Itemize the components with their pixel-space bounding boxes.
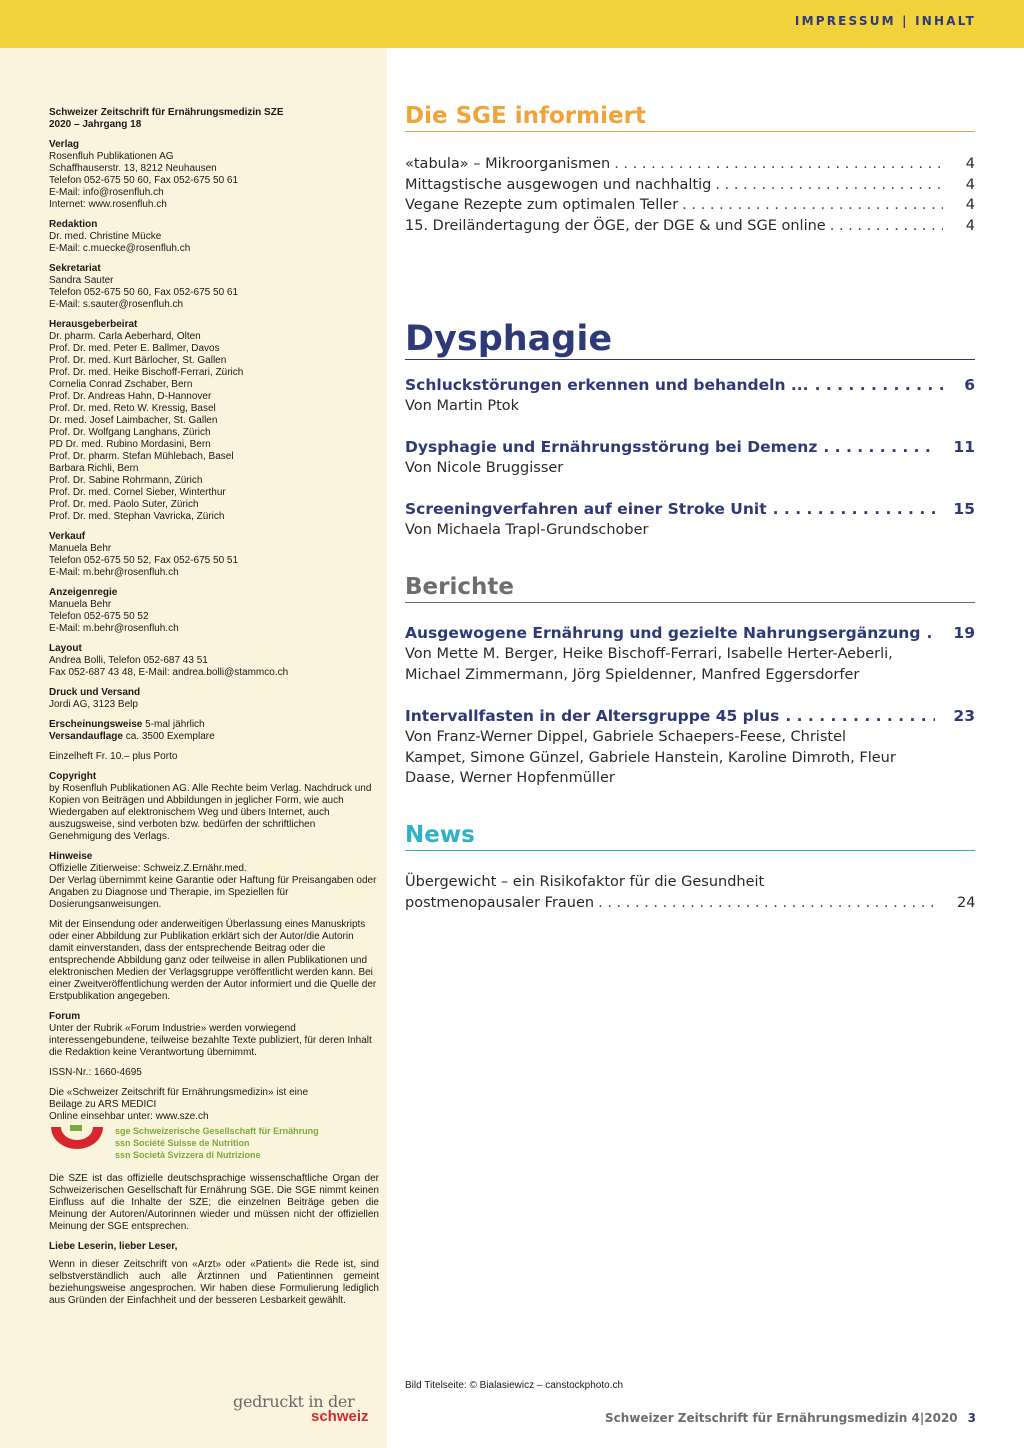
toc-item-title: «tabula» – Mikroorganismen — [405, 156, 611, 172]
toc-item[interactable] — [405, 216, 975, 237]
leader-dots — [785, 706, 935, 727]
sge-logo-icon — [49, 1125, 105, 1155]
beirat-member: Prof. Dr. med. Cornel Sieber, Winterthur — [49, 487, 226, 498]
leser-heading: Liebe Leserin, lieber Leser, — [49, 1241, 178, 1252]
hinweise-heading: Hinweise — [49, 851, 93, 862]
article-title: Ausgewogene Ernährung und gezielte Nahrungsergänzung — [405, 624, 921, 642]
gedruckt-schweiz: schweiz — [311, 1408, 369, 1425]
erscheinung-value: 5-mal jährlich — [142, 719, 205, 730]
beirat-member: Prof. Dr. pharm. Stefan Mühlebach, Basel — [49, 451, 234, 462]
article-authors: Von Martin Ptok — [405, 398, 520, 414]
beirat-member: Prof. Dr. med. Peter E. Ballmer, Davos — [49, 343, 220, 354]
leader-dots — [614, 154, 943, 175]
header-bar — [0, 0, 1024, 48]
verlag-website: Internet: www.rosenfluh.ch — [49, 199, 167, 210]
article-title: Schluckstörungen erkennen und behandeln ... — [405, 376, 809, 394]
anzeigen-line: Manuela Behr — [49, 599, 112, 610]
verkauf-email: E-Mail: m.behr@rosenfluh.ch — [49, 567, 179, 578]
toc-item-page: 4 — [965, 156, 975, 172]
copyright-block — [49, 771, 379, 843]
toc-item-title: 15. Dreiländertagung der ÖGE, der DGE & und SGE online — [405, 217, 826, 234]
beirat-member: Dr. pharm. Carla Aeberhard, Olten — [49, 331, 201, 342]
einzelheft: Einzelheft Fr. 10.– plus Porto — [49, 751, 178, 762]
forum-text: Unter der Rubrik «Forum Industrie» werden vorwiegend interessengebundene, teilweise bezahlte Texte publiziert, für deren Inhalt die Redaktion keine Verantwortung übernimmt. — [49, 1023, 372, 1058]
hinweise-text: Der Verlag übernimmt keine Garantie oder Haftung für Preisangaben oder Angaben zu Diagnose und Therapie, im Speziellen für Dosierungsanweisungen. — [49, 875, 377, 910]
news-title-line: postmenopausaler Frauen — [405, 894, 595, 911]
page-number: 3 — [967, 1411, 976, 1425]
leader-dots — [773, 499, 936, 520]
sge-logo-line: ssn Société Suisse de Nutrition — [115, 1138, 250, 1148]
druck-block — [49, 687, 379, 711]
news-item[interactable] — [405, 872, 975, 913]
sge-logo — [49, 1125, 379, 1167]
article-authors: Von Mette M. Berger, Heike Bischoff-Ferrari, Isabelle Herter-Aeberli, Michael Zimmermann, Jörg Spieldenner, Manfred Eggersdorfer — [405, 646, 893, 683]
news-title-line: Übergewicht – ein Risikofaktor für die Gesundheit — [405, 874, 765, 890]
sekretariat-line: Sandra Sauter — [49, 275, 114, 286]
verkauf-line: Manuela Behr — [49, 543, 112, 554]
article-page: 11 — [953, 438, 975, 456]
redaktion-block — [49, 219, 379, 255]
forum-heading: Forum — [49, 1011, 81, 1022]
verlag-line: Schaffhauserstr. 13, 8212 Neuhausen — [49, 163, 217, 174]
verlag-block — [49, 139, 379, 211]
layout-line: Andrea Bolli, Telefon 052-687 43 51 — [49, 655, 208, 666]
verkauf-line: Telefon 052-675 50 52, Fax 052-675 50 51 — [49, 555, 239, 566]
verlag-email: E-Mail: info@rosenfluh.ch — [49, 187, 164, 198]
article-page: 19 — [953, 624, 975, 642]
beirat-member: Prof. Dr. med. Reto W. Kressig, Basel — [49, 403, 216, 414]
toc-article[interactable] — [405, 623, 975, 685]
impressum — [49, 107, 379, 1307]
journal-year: 2020 – Jahrgang 18 — [49, 119, 142, 130]
leader-dots — [815, 375, 947, 396]
toc-article[interactable] — [405, 706, 975, 789]
leader-dots — [926, 623, 935, 644]
layout-block — [49, 643, 379, 679]
leader-dots — [682, 195, 943, 216]
beirat-member: Prof. Dr. med. Kurt Bärlocher, St. Gallen — [49, 355, 227, 366]
anzeigen-line: Telefon 052-675 50 52 — [49, 611, 149, 622]
sze-note: Die SZE ist das offizielle deutschsprachige wissenschaftliche Organ der Schweizerischen Gesellschaft für Ernährung SGE. Die SGE nimmt keinen Einfluss auf die Inhalte der SZE; die einzelnen Beiträge geben die Meinung der Autoren/Autorinnen wieder und müssen nicht der offiziellen Meinung der SGE entsprechen. — [49, 1173, 379, 1232]
leser-text: Wenn in dieser Zeitschrift von «Arzt» oder «Patient» die Rede ist, sind selbstverständlich auch alle Ärztinnen und Patientinnen gemeint beziehungsweise angesprochen. Wir haben diese Formulierung lediglich aus Gründen der Einfachheit und der besseren Lesbarkeit gewählt. — [49, 1259, 379, 1306]
beirat-member: Prof. Dr. med. Heike Bischoff-Ferrari, Zürich — [49, 367, 244, 378]
gedruckt-line: gedruckt in der — [233, 1392, 355, 1411]
article-page: 6 — [964, 376, 975, 394]
section-heading-news: News — [405, 822, 975, 851]
footer-journal: Schweizer Zeitschrift für Ernährungsmedizin 4|2020 — [604, 1411, 958, 1425]
beirat-member: Prof. Dr. med. Stephan Vavricka, Zürich — [49, 511, 225, 522]
article-title: Intervallfasten in der Altersgruppe 45 plus — [405, 707, 780, 725]
leader-dots — [830, 216, 943, 237]
journal-name: Schweizer Zeitschrift für Ernährungsmedizin SZE — [49, 107, 284, 118]
beirat-member: PD Dr. med. Rubino Mordasini, Bern — [49, 439, 211, 450]
beirat-member: Barbara Richli, Bern — [49, 463, 139, 474]
beilage-line: Die «Schweizer Zeitschrift für Ernährungsmedizin» ist eine — [49, 1087, 308, 1098]
redaktion-line: Dr. med. Christine Mücke — [49, 231, 162, 242]
anzeigen-block — [49, 587, 379, 635]
erscheinung-block — [49, 719, 379, 743]
article-authors: Von Nicole Bruggisser — [405, 460, 564, 476]
layout-heading: Layout — [49, 643, 82, 654]
beirat-member: Dr. med. Josef Laimbacher, St. Gallen — [49, 415, 218, 426]
article-authors: Von Michaela Trapl-Grundschober — [405, 522, 649, 538]
section-heading-dysphagie: Dysphagie — [405, 319, 975, 360]
news-page: 24 — [957, 894, 976, 911]
section-heading-sge: Die SGE informiert — [405, 103, 975, 132]
sge-logo-line: ssn Società Svizzera di Nutrizione — [115, 1150, 261, 1160]
image-credit: Bild Titelseite: © Bialasiewicz – canstockphoto.ch — [405, 1380, 624, 1391]
anzeigen-heading: Anzeigenregie — [49, 587, 118, 598]
article-authors: Von Franz-Werner Dippel, Gabriele Schaepers-Feese, Christel Kampet, Simone Günzel, Gabriele Hanstein, Karoline Dimroth, Fleur Daase, Werner Hopfenmüller — [405, 729, 896, 786]
toc-item[interactable] — [405, 154, 975, 175]
sekretariat-email: E-Mail: s.sauter@rosenfluh.ch — [49, 299, 184, 310]
article-page: 15 — [953, 500, 975, 518]
copyright-heading: Copyright — [49, 771, 97, 782]
hinweise-block — [49, 851, 379, 911]
redaktion-email: E-Mail: c.muecke@rosenfluh.ch — [49, 243, 191, 254]
beilage-block — [49, 1087, 379, 1123]
gedruckt-logo — [233, 1392, 383, 1425]
beirat-member: Prof. Dr. med. Paolo Suter, Zürich — [49, 499, 199, 510]
beilage-website: Online einsehbar unter: www.sze.ch — [49, 1111, 209, 1122]
beirat-member: Cornelia Conrad Zschaber, Bern — [49, 379, 193, 390]
beilage-line: Beilage zu ARS MEDICI — [49, 1099, 157, 1110]
zitierweise: Offizielle Zitierweise: Schweiz.Z.Ernähr.med. — [49, 863, 247, 874]
verlag-heading: Verlag — [49, 139, 80, 150]
toc-item-title: Vegane Rezepte zum optimalen Teller — [405, 197, 679, 213]
page-footer — [605, 1411, 976, 1425]
layout-line: Fax 052-687 43 48, E-Mail: andrea.bolli@stammco.ch — [49, 667, 289, 678]
leader-dots — [598, 893, 939, 914]
einsendung-text: Mit der Einsendung oder anderweitigen Überlassung eines Manuskripts oder einer Abbildung zur Publikation erklärt sich der Autor/die Autorin damit einverstanden, dass der entsprechende Beitrag oder die entsprechende Abbildung ganz oder teilweise in allen Publikationen und elektronischen Medien der Verlagsgruppe veröffentlicht werden kann. Bei einer Zweitveröffentlichung werden der Autor informiert und die Quelle der Erstpublikation angegeben. — [49, 919, 377, 1002]
leader-dots — [715, 175, 943, 196]
section-heading-berichte: Berichte — [405, 574, 975, 603]
druck-heading: Druck und Versand — [49, 687, 141, 698]
beirat-heading: Herausgeberbeirat — [49, 319, 138, 330]
toc-item-page: 4 — [965, 217, 975, 234]
toc-item[interactable] — [405, 175, 975, 196]
verlag-line: Telefon 052-675 50 60, Fax 052-675 50 61 — [49, 175, 239, 186]
beirat-member: Prof. Dr. Sabine Rohrmann, Zürich — [49, 475, 203, 486]
section-label: IMPRESSUM | INHALT — [794, 14, 976, 28]
sge-list — [405, 154, 975, 236]
forum-block — [49, 1011, 379, 1059]
sge-logo-line: sge Schweizerische Gesellschaft für Ernährung — [115, 1126, 319, 1136]
verkauf-heading: Verkauf — [49, 531, 86, 542]
redaktion-heading: Redaktion — [49, 219, 98, 230]
sekretariat-line: Telefon 052-675 50 60, Fax 052-675 50 61 — [49, 287, 239, 298]
sekretariat-heading: Sekretariat — [49, 263, 101, 274]
toc-article[interactable] — [405, 499, 975, 541]
article-title: Dysphagie und Ernährungsstörung bei Demenz — [405, 438, 818, 456]
auflage-value: ca. 3500 Exemplare — [122, 731, 215, 742]
toc-item[interactable] — [405, 195, 975, 216]
sekretariat-block — [49, 263, 379, 311]
verlag-line: Rosenfluh Publikationen AG — [49, 151, 174, 162]
article-title: Screeningverfahren auf einer Stroke Unit — [405, 500, 767, 518]
beirat-member: Prof. Dr. Wolfgang Langhans, Zürich — [49, 427, 211, 438]
article-page: 23 — [953, 707, 975, 725]
beirat-member: Prof. Dr. Andreas Hahn, D-Hannover — [49, 391, 212, 402]
toc-article[interactable] — [405, 437, 975, 479]
beirat-block — [49, 319, 379, 523]
erscheinung-label: Erscheinungsweise — [49, 719, 143, 730]
toc-article[interactable] — [405, 375, 975, 417]
toc-item-title: Mittagstische ausgewogen und nachhaltig — [405, 176, 712, 193]
toc-item-page: 4 — [965, 176, 975, 193]
copyright-text: by Rosenfluh Publikationen AG. Alle Rechte beim Verlag. Nachdruck und Kopien von Beiträgen und Abbildungen in jeglicher Form, wie auch Wiedergaben auf elektronischem Weg und übers Internet, auch auszugsweise, sind verboten bzw. bedürfen der schriftlichen Genehmigung des Verlags. — [49, 783, 372, 842]
auflage-label: Versandauflage — [49, 731, 123, 742]
verkauf-block — [49, 531, 379, 579]
leader-dots — [823, 437, 935, 458]
toc-item-page: 4 — [965, 197, 975, 213]
anzeigen-email: E-Mail: m.behr@rosenfluh.ch — [49, 623, 179, 634]
issn: ISSN-Nr.: 1660-4695 — [49, 1067, 142, 1078]
druck-line: Jordi AG, 3123 Belp — [49, 699, 138, 710]
